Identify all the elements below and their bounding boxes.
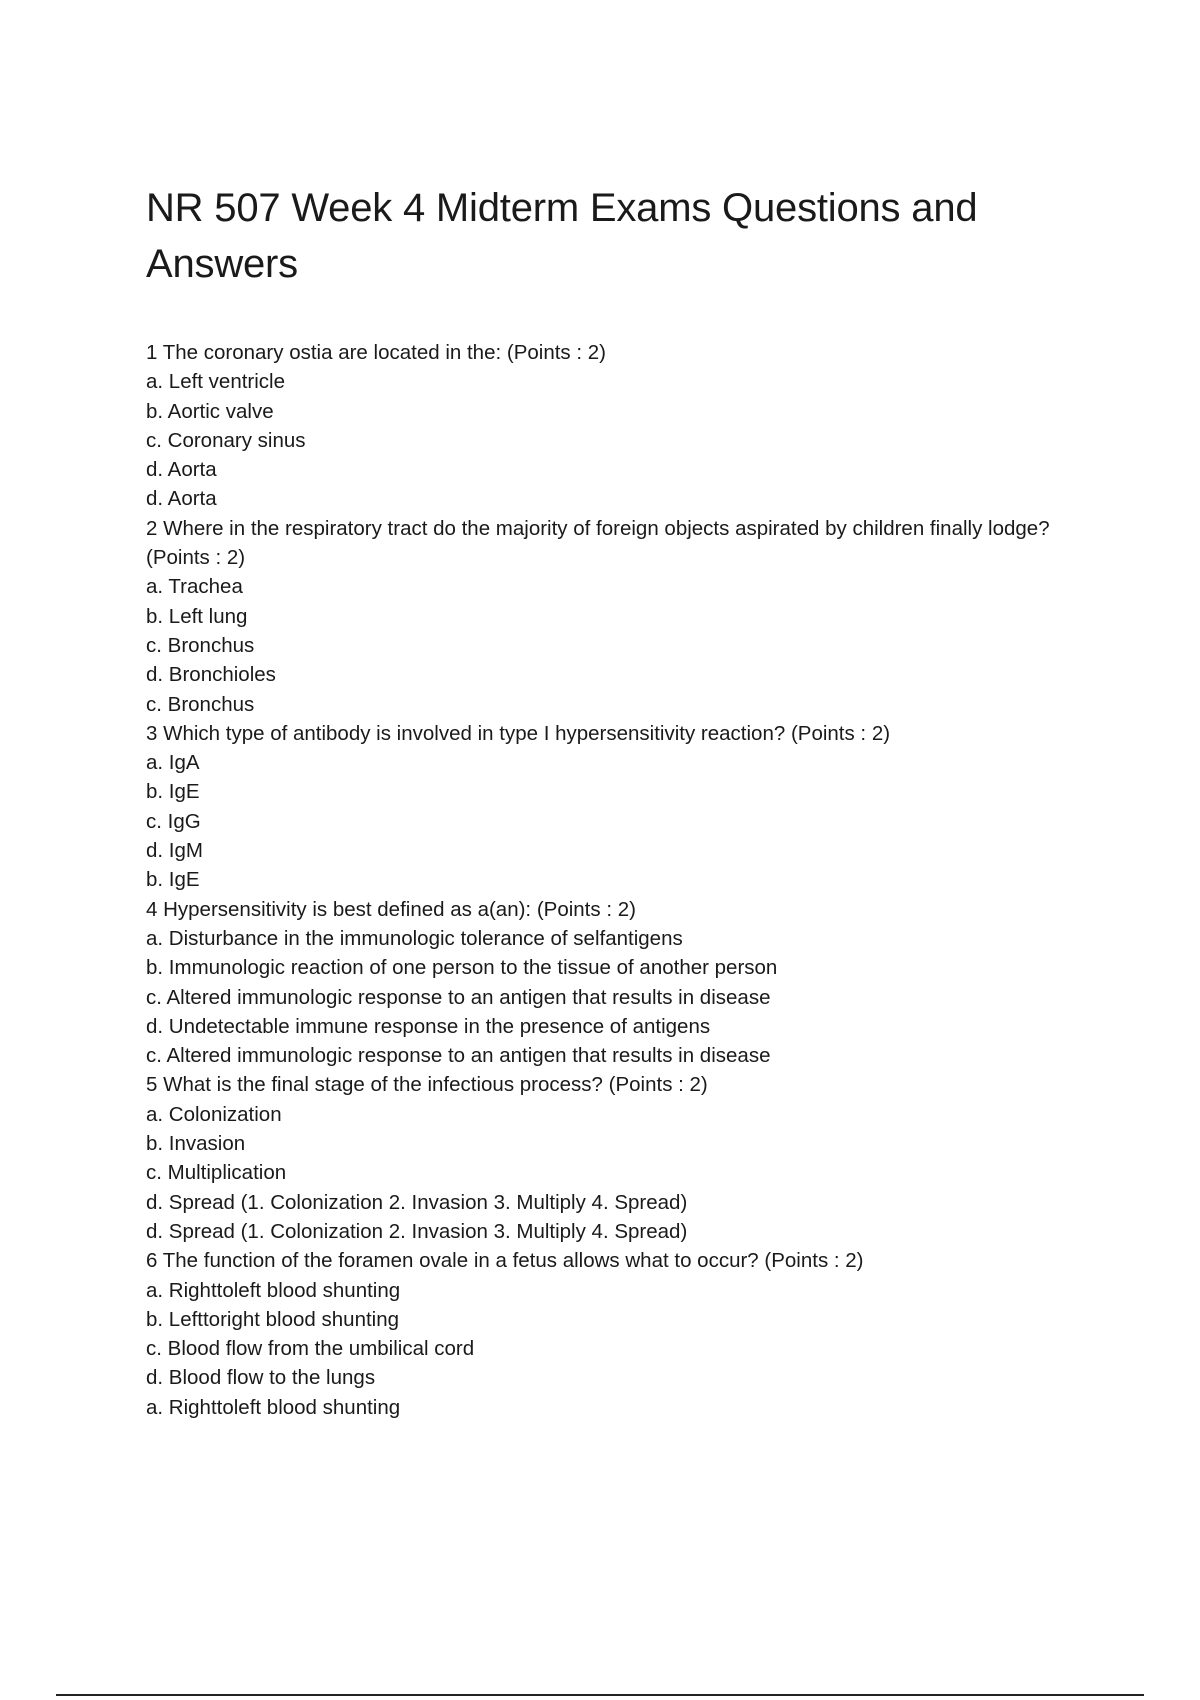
answer-option: d. Blood flow to the lungs [146,1366,376,1390]
correct-answer: a. Righttoleft blood shunting [146,1395,401,1419]
correct-answer: c. Altered immunologic response to an antigen that results in disease [146,1044,771,1068]
question-block [146,514,1076,719]
answer-option: c. Multiplication [146,1161,287,1185]
question-block [146,338,1076,514]
answer-option: d. Bronchioles [146,663,276,687]
question-block [146,1070,1076,1246]
answer-option: d. Aorta [146,458,217,482]
answer-option: a. Trachea [146,575,243,599]
answer-option: c. Altered immunologic response to an antigen that results in disease [146,985,771,1009]
question-block [146,895,1076,1071]
correct-answer: d. Spread (1. Colonization 2. Invasion 3. Multiply 4. Spread) [146,1219,688,1243]
question-text: 4 Hypersensitivity is best defined as a(an): (Points : 2) [146,897,636,921]
answer-option: c. Bronchus [146,633,255,657]
answer-option: a. IgA [146,751,200,775]
question-block [146,719,1076,895]
answer-option: c. Blood flow from the umbilical cord [146,1337,475,1361]
answer-option: b. Lefttoright blood shunting [146,1307,400,1331]
question-block [146,1246,1076,1422]
question-list [146,338,1076,1422]
answer-option: b. Invasion [146,1132,246,1156]
answer-option: a. Righttoleft blood shunting [146,1278,401,1302]
answer-option: a. Disturbance in the immunologic tolerance of selfantigens [146,926,683,950]
answer-option: b. Aortic valve [146,399,274,423]
answer-option: c. IgG [146,809,201,833]
answer-option: b. IgE [146,780,200,804]
answer-option: d. Spread (1. Colonization 2. Invasion 3. Multiply 4. Spread) [146,1190,688,1214]
answer-option: a. Colonization [146,1102,282,1126]
answer-option: b. Left lung [146,604,248,628]
answer-option: a. Left ventricle [146,370,286,394]
answer-option: c. Coronary sinus [146,428,306,452]
footer-divider [56,1694,1144,1696]
answer-option: d. Undetectable immune response in the presence of antigens [146,1014,711,1038]
document-page [146,180,1076,1422]
correct-answer: c. Bronchus [146,692,255,716]
question-text: 3 Which type of antibody is involved in type I hypersensitivity reaction? (Points : 2) [146,721,891,745]
answer-option: d. IgM [146,839,203,863]
question-text: 1 The coronary ostia are located in the: (Points : 2) [146,341,606,364]
correct-answer: d. Aorta [146,487,217,511]
answer-option: b. Immunologic reaction of one person to the tissue of another person [146,956,778,980]
question-text: 2 Where in the respiratory tract do the majority of foreign objects aspirated by children finally lodge? (Points : 2) [146,516,1050,570]
question-text: 5 What is the final stage of the infectious process? (Points : 2) [146,1073,708,1097]
page-title: NR 507 Week 4 Midterm Exams Questions and Answers [146,186,978,286]
question-text: 6 The function of the foramen ovale in a fetus allows what to occur? (Points : 2) [146,1249,864,1273]
correct-answer: b. IgE [146,868,200,892]
